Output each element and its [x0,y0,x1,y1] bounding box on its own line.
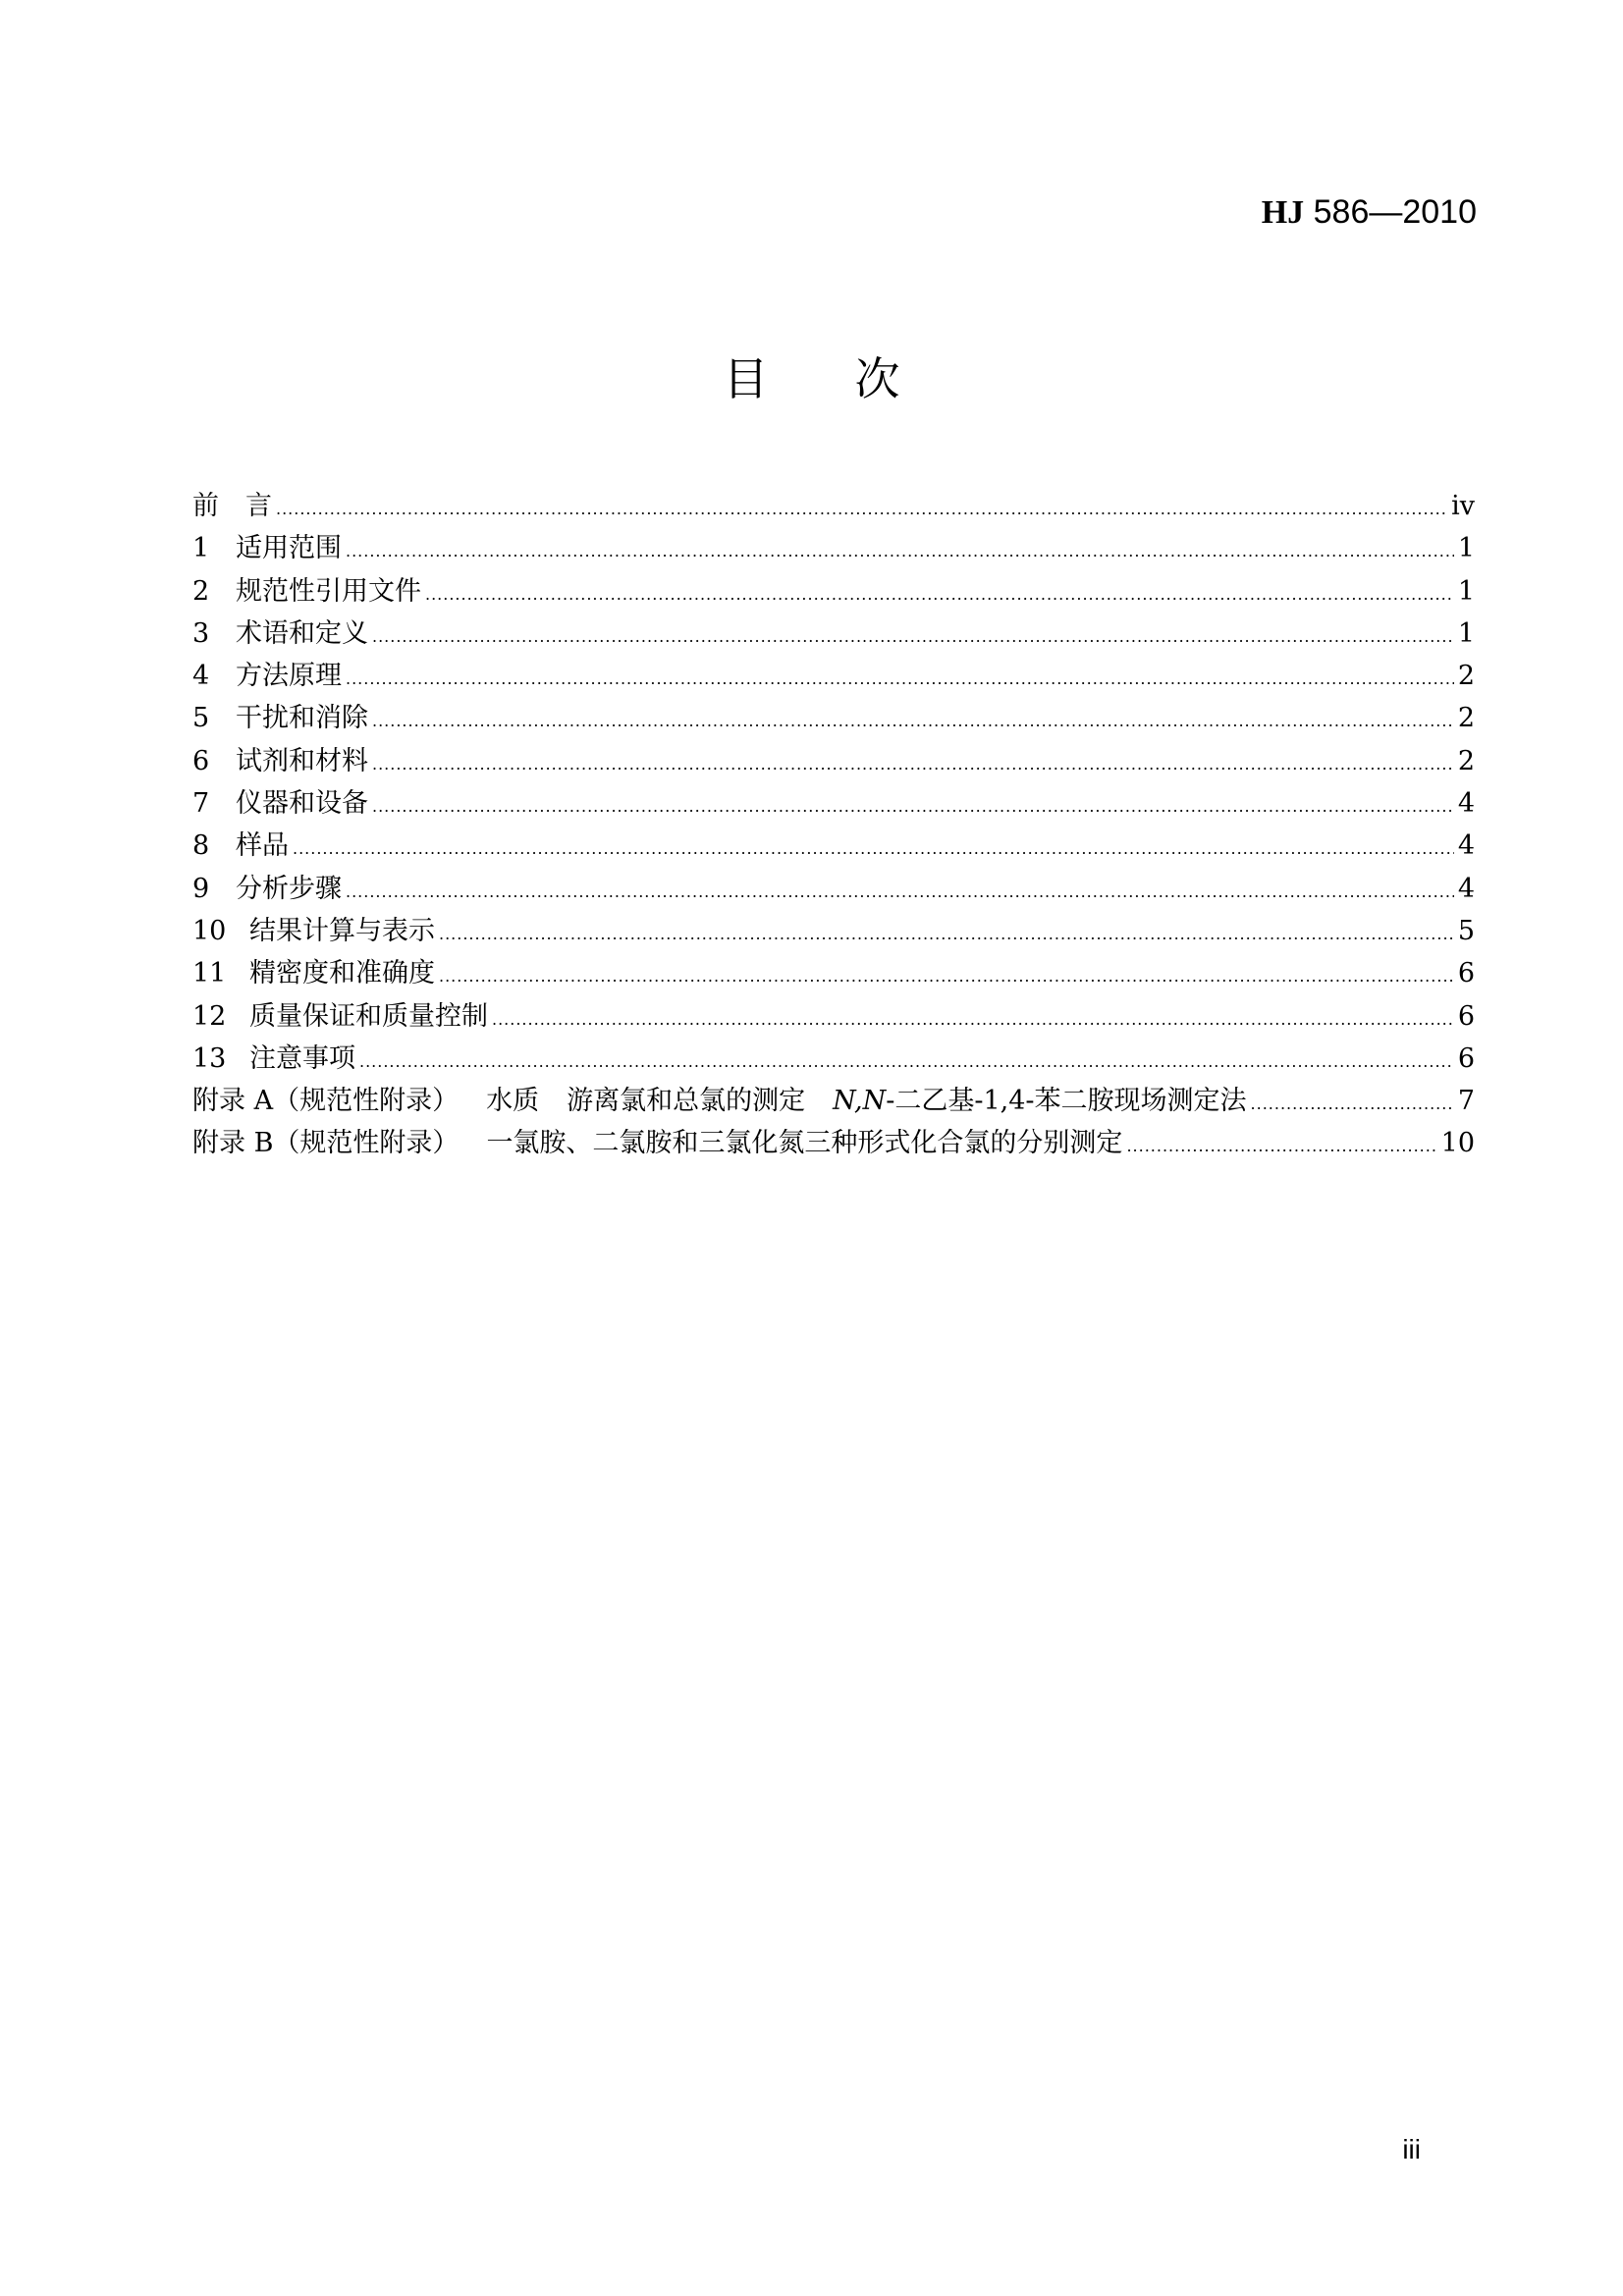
toc-entry-number: 12 [192,1000,227,1032]
appendix-a-part1: 水质 [486,1086,540,1117]
toc-leader-dots [346,530,1454,572]
toc-leader-dots [372,700,1454,742]
toc-entry-5[interactable] [192,697,1475,739]
toc-entry-label: 适用范围 [236,533,342,564]
appendix-b-text: 一氯胺、二氯胺和三氯化氮三种形式化合氯的分别测定 [486,1128,1123,1159]
toc-entry-page: 2 [1457,745,1475,776]
toc-entry-label: 注意事项 [249,1042,355,1074]
toc-entry-page: 6 [1457,1042,1475,1074]
toc-entry-label: 精密度和准确度 [249,958,435,989]
toc-leader-dots [346,871,1454,913]
toc-leader-dots [439,913,1454,955]
toc-leader-dots [276,488,1447,530]
appendix-a-part3: -二乙基-1,4-苯二胺现场测定法 [886,1086,1247,1117]
toc-leader-dots [372,785,1454,828]
toc-leader-dots [1126,1125,1436,1167]
appendix-a-italic: N,N [833,1086,887,1117]
appendix-a-prefix: 附录 A（规范性附录） [192,1086,460,1117]
toc-entry-page: 4 [1457,788,1475,820]
toc-entry-4[interactable] [192,655,1475,697]
toc-entry-page: 1 [1457,533,1475,564]
toc-entry-page: 1 [1457,617,1475,649]
toc-entry-10[interactable] [192,910,1475,952]
toc-entry-number: 4 [192,661,210,692]
toc-entry-page: 2 [1457,703,1475,734]
appendix-a-part2: 游离氯和总氯的测定 [567,1086,806,1117]
toc-entry-label: 结果计算与表示 [249,915,435,946]
toc-leader-dots [372,743,1454,785]
toc-entry-label [192,1122,1122,1164]
toc-entry-label: 分析步骤 [236,873,342,904]
toc-entry-1[interactable] [192,527,1475,569]
toc-entry-label: 前 言 [192,491,272,521]
toc-entry-label: 方法原理 [236,661,342,692]
toc-entry-label: 干扰和消除 [236,703,368,734]
toc-entry-appendix-a[interactable] [192,1080,1475,1122]
toc-entry-page: 6 [1457,958,1475,989]
toc-entry-page: 4 [1457,830,1475,862]
page-title-char-1: 目 [723,352,769,405]
toc-leader-dots [1251,1083,1454,1125]
toc-leader-dots [293,828,1454,870]
toc-leader-dots [359,1041,1454,1083]
toc-entry-number: 9 [192,873,210,904]
document-code-number: 586—2010 [1313,193,1477,231]
toc-entry-page: 4 [1457,873,1475,904]
toc-entry-13[interactable] [192,1038,1475,1080]
toc-entry-foreword[interactable] [192,485,1475,527]
toc-entry-label: 试剂和材料 [236,745,368,776]
toc-entry-number: 8 [192,830,210,862]
document-code [1262,192,1477,233]
toc-entry-number: 3 [192,617,210,649]
toc-entry-label: 仪器和设备 [236,788,368,820]
appendix-b-prefix: 附录 B（规范性附录） [192,1128,460,1159]
toc-entry-number: 6 [192,745,210,776]
toc-entry-11[interactable] [192,952,1475,994]
table-of-contents [192,485,1475,1165]
page-title [0,351,1623,406]
toc-entry-page: 5 [1457,915,1475,946]
toc-entry-label: 样品 [236,830,289,862]
toc-entry-number: 11 [192,958,227,989]
toc-entry-label: 术语和定义 [236,617,368,649]
toc-entry-number: 5 [192,703,210,734]
toc-leader-dots [372,615,1454,658]
toc-entry-page: 10 [1440,1128,1475,1159]
toc-entry-3[interactable] [192,613,1475,655]
toc-entry-7[interactable] [192,782,1475,825]
toc-entry-number: 7 [192,788,210,820]
toc-entry-2[interactable] [192,570,1475,613]
toc-entry-12[interactable] [192,995,1475,1038]
toc-entry-page: 2 [1457,661,1475,692]
toc-entry-label: 质量保证和质量控制 [249,1000,488,1032]
toc-entry-6[interactable] [192,740,1475,782]
toc-leader-dots [439,955,1454,997]
toc-entry-number: 2 [192,575,210,607]
toc-entry-label: 规范性引用文件 [236,575,421,607]
toc-entry-8[interactable] [192,825,1475,867]
page-number: iii [1402,2134,1421,2164]
toc-entry-label [192,1080,1247,1122]
toc-leader-dots [492,998,1454,1041]
toc-entry-number: 10 [192,915,227,946]
toc-entry-appendix-b[interactable] [192,1122,1475,1164]
toc-entry-page: iv [1451,491,1475,521]
page-title-char-2: 次 [854,352,900,405]
toc-entry-page: 1 [1457,575,1475,607]
toc-leader-dots [346,658,1454,700]
toc-entry-page: 7 [1457,1086,1475,1117]
toc-leader-dots [425,573,1454,615]
toc-entry-number: 1 [192,533,210,564]
toc-entry-number: 13 [192,1042,227,1074]
toc-entry-page: 6 [1457,1000,1475,1032]
toc-entry-9[interactable] [192,868,1475,910]
document-code-prefix: HJ [1261,194,1305,231]
